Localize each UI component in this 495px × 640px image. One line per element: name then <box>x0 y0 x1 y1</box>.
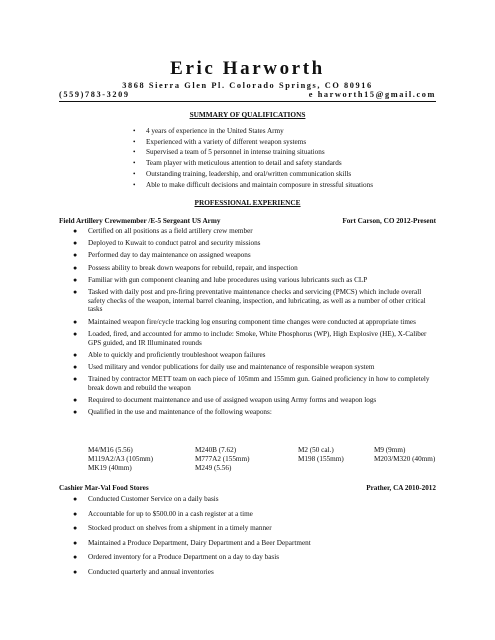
bullet-icon: ● <box>73 375 78 384</box>
list-item <box>73 539 437 548</box>
duty-text: Qualified in the use and maintenance of the following weapons: <box>88 408 272 417</box>
candidate-name: Eric Harworth <box>170 58 325 79</box>
list-item <box>73 351 437 360</box>
duty-text: Conducted Customer Service on a daily basis <box>88 495 219 503</box>
list-item <box>133 147 373 158</box>
phone-number: (559)783-3209 <box>59 90 130 99</box>
weapons-column <box>298 446 344 464</box>
duty-text: Tasked with daily post and pre-firing preventative maintenance checks and servicing (PMCS) which include overall safety checks of the weapon, internal barrel cleaning, inspection, and lubricating, as well as a number of other critical tasks <box>88 288 426 314</box>
duty-text: Certified on all positions as a field artillery crew member <box>88 227 253 235</box>
duty-text: Possess ability to break down weapons for rebuild, repair, and inspection <box>88 263 298 272</box>
weapon-entry: M119A2/A3 (105mm) <box>88 455 154 463</box>
weapon-entry: M240B (7.62) <box>195 446 237 454</box>
list-item <box>73 264 437 273</box>
bullet-icon: ● <box>73 227 78 235</box>
list-item <box>73 251 437 260</box>
bullet-icon: ● <box>73 553 78 561</box>
list-item <box>73 408 437 417</box>
job-duties-list <box>73 227 437 417</box>
list-item <box>73 375 437 392</box>
list-item <box>133 180 373 191</box>
weapons-column <box>374 446 435 464</box>
list-item <box>73 330 437 347</box>
bullet-icon: • <box>133 148 136 157</box>
list-item <box>73 363 437 372</box>
candidate-address: 3868 Sierra Glen Pl. Colorado Springs, CO 80916 <box>122 81 373 90</box>
bullet-icon: • <box>133 180 136 189</box>
bullet-icon: ● <box>73 251 78 260</box>
duty-text: Stocked product on shelves from a shipment in a timely manner <box>88 524 272 532</box>
summary-heading: SUMMARY OF QUALIFICATIONS <box>189 110 306 119</box>
job-header <box>59 483 436 493</box>
duty-text: Required to document maintenance and use of assigned weapon using Army forms and weapon logs <box>88 396 377 405</box>
list-item <box>73 510 437 519</box>
list-item <box>73 396 437 405</box>
list-item <box>73 276 437 285</box>
list-item <box>73 318 437 327</box>
duty-text: Deployed to Kuwait to conduct patrol and security missions <box>88 239 261 248</box>
duty-text: Familiar with gun component cleaning and lube procedures using various lubricants such as CLP <box>88 275 368 284</box>
list-item <box>133 126 373 137</box>
summary-item: Team player with meticulous attention to detail and safety standards <box>146 159 342 168</box>
bullet-icon: ● <box>73 350 78 359</box>
bullet-icon: • <box>133 169 136 178</box>
job-duties-list <box>73 495 437 576</box>
summary-item: Experienced with a variety of different weapon systems <box>146 137 307 146</box>
bullet-icon: ● <box>73 495 78 503</box>
experience-heading: PROFESSIONAL EXPERIENCE <box>194 198 301 207</box>
bullet-icon: • <box>133 137 136 146</box>
list-item <box>73 553 437 562</box>
bullet-icon: ● <box>73 396 78 405</box>
contact-row <box>59 90 436 100</box>
weapon-entry: M249 (5.56) <box>195 464 232 472</box>
bullet-icon: ● <box>73 567 78 576</box>
duty-text: Performed day to day maintenance on assigned weapons <box>88 251 251 260</box>
weapon-entry: M4/M16 (5.56) <box>88 446 133 454</box>
duty-text: Trained by contractor METT team on each piece of 105mm and 155mm gun. Gained proficiency in how to completely break down and rebuild the weapon <box>88 375 430 392</box>
weapons-grid <box>88 446 438 476</box>
job-location-dates: Prather, CA 2010-2012 <box>366 484 436 492</box>
duty-text: Used military and vendor publications for daily use and maintenance of responsible weapon system <box>88 362 375 371</box>
bullet-icon: ● <box>73 275 78 284</box>
summary-item: Supervised a team of 5 personnel in intense training situations <box>146 148 325 157</box>
bullet-icon: ● <box>73 408 78 417</box>
summary-list <box>133 126 373 190</box>
summary-item: Able to make difficult decisions and maintain composure in stressful situations <box>146 180 374 189</box>
bullet-icon: ● <box>73 263 78 272</box>
bullet-icon: ● <box>73 288 78 297</box>
duty-text: Accountable for up to $500.00 in a cash register at a time <box>88 509 253 518</box>
job-title: Cashier Mar-Val Food Stores <box>59 484 149 492</box>
summary-item: 4 years of experience in the United States Army <box>146 127 284 135</box>
list-item <box>133 158 373 169</box>
bullet-icon: ● <box>73 509 78 518</box>
duty-text: Maintained a Produce Department, Dairy Department and a Beer Department <box>88 538 311 547</box>
weapon-entry: M198 (155mm) <box>298 455 344 463</box>
weapon-entry: M2 (50 cal.) <box>298 446 334 454</box>
bullet-icon: ● <box>73 317 78 326</box>
job-title: Field Artillery Crewmember /E-5 Sergeant US Army <box>59 217 221 225</box>
list-item <box>73 227 437 236</box>
list-item <box>133 137 373 148</box>
weapons-column <box>195 446 250 473</box>
weapon-entry: M9 (9mm) <box>374 446 406 454</box>
list-item <box>133 169 373 180</box>
summary-item: Outstanding training, leadership, and oral/written communication skills <box>146 169 352 178</box>
job-location-dates: Fort Carson, CO 2012-Present <box>342 217 436 225</box>
bullet-icon: ● <box>73 538 78 547</box>
list-item <box>73 495 437 504</box>
weapon-entry: M777A2 (155mm) <box>195 455 250 463</box>
bullet-icon: • <box>133 159 136 168</box>
weapon-entry: M203/M320 (40mm) <box>374 455 436 463</box>
bullet-icon: ● <box>73 239 78 248</box>
bullet-icon: ● <box>73 329 78 338</box>
list-item <box>73 288 437 314</box>
weapon-entry: MK19 (40mm) <box>88 464 132 472</box>
duty-text: Able to quickly and proficiently troubleshoot weapon failures <box>88 350 266 359</box>
job-header <box>59 216 436 226</box>
email-address: e harworth15@gmail.com <box>308 90 436 99</box>
bullet-icon: ● <box>73 524 78 532</box>
duty-text: Maintained weapon fire/cycle tracking log ensuring component time changes were conducted at appropriate times <box>88 317 416 326</box>
bullet-icon: ● <box>73 362 78 371</box>
list-item <box>73 568 437 577</box>
header-divider <box>59 101 436 102</box>
list-item <box>73 239 437 248</box>
duty-text: Ordered inventory for a Produce Department on a day to day basis <box>88 553 280 561</box>
duty-text: Loaded, fired, and accounted for ammo to include: Smoke, White Phosphorus (WP), High Explosive (HE), X-Caliber GPS guided, and IR Illuminated rounds <box>88 329 427 347</box>
list-item <box>73 524 437 533</box>
duty-text: Conducted quarterly and annual inventories <box>88 567 214 576</box>
bullet-icon: • <box>133 127 136 135</box>
weapons-column <box>88 446 153 473</box>
